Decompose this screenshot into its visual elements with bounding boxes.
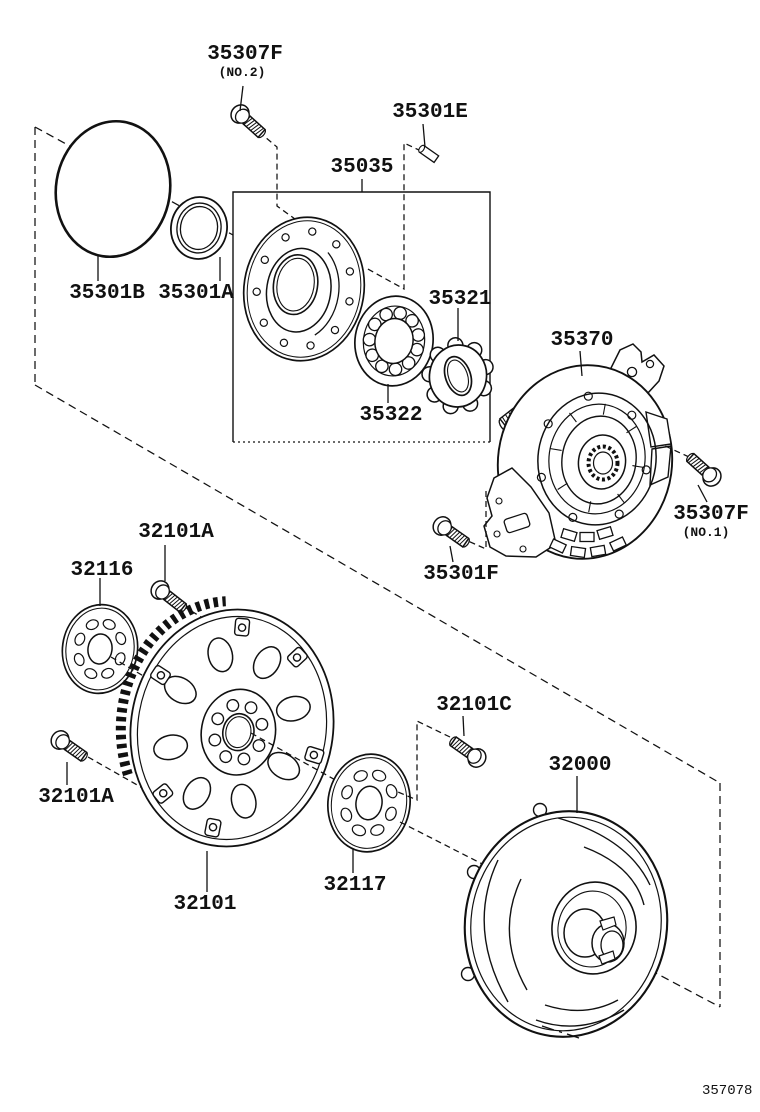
oil-pump-assembly-35370 — [484, 344, 685, 570]
part-label-35307F-no1: 35307F — [673, 503, 749, 526]
bolt-35307F-no1 — [682, 449, 725, 490]
part-sublabel-no2: (NO.2) — [218, 65, 266, 80]
pin-35301E — [418, 144, 439, 162]
part-label-35370: 35370 — [550, 329, 614, 352]
part-label-35322: 35322 — [359, 404, 423, 427]
part-label-35307F-no2: 35307F — [207, 43, 283, 66]
bolt-32101C-dashes — [398, 721, 498, 872]
part-sublabel-no1: (NO.1) — [682, 525, 730, 540]
bolt-35301F — [430, 513, 474, 552]
part-label-35301F: 35301F — [423, 563, 499, 586]
bolt-32101A-top — [147, 577, 190, 617]
part-label-35321: 35321 — [428, 288, 492, 311]
spacer-32117 — [322, 749, 417, 857]
o-ring-35301B — [46, 113, 180, 265]
diagram-number: 357078 — [702, 1083, 753, 1099]
part-label-35301E: 35301E — [392, 101, 468, 124]
part-label-32116: 32116 — [70, 559, 134, 582]
part-label-35301B: 35301B — [69, 282, 145, 305]
part-label-32101: 32101 — [173, 893, 237, 916]
bolt-35307F-no2 — [227, 101, 270, 142]
part-label-32101A-top: 32101A — [138, 521, 214, 544]
part-label-32000: 32000 — [548, 754, 612, 777]
part-label-35301A: 35301A — [158, 282, 234, 305]
part-label-32101C: 32101C — [436, 694, 512, 717]
part-label-32117: 32117 — [323, 874, 387, 897]
oil-pump-body — [233, 209, 374, 370]
torque-converter-32000 — [450, 798, 681, 1050]
part-label-32101A-bottom: 32101A — [38, 786, 114, 809]
bolt-32101A-bottom — [48, 727, 92, 766]
bolt-32101C — [446, 732, 490, 771]
part-label-35035: 35035 — [330, 156, 394, 179]
